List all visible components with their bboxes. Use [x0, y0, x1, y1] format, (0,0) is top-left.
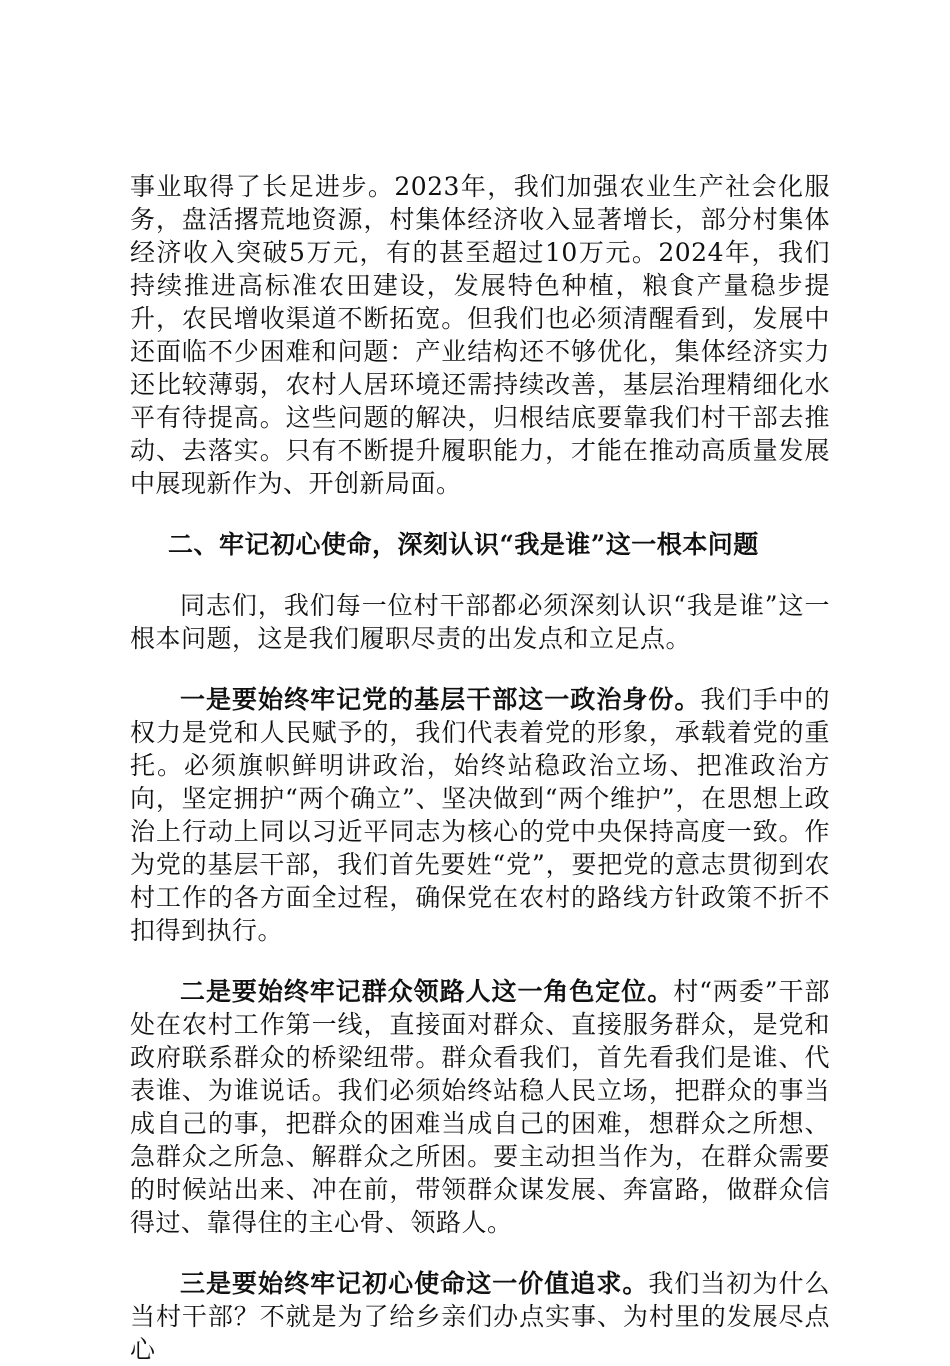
paragraph-spacer: [130, 947, 830, 975]
paragraph-spacer: [130, 1239, 830, 1267]
paragraph-spacer: [130, 500, 830, 528]
document-body: [130, 170, 830, 1366]
point-3-lead: 三是要始终牢记初心使命这一价值追求。: [180, 1269, 649, 1298]
section-heading-2: 二、牢记初心使命，深刻认识“我是谁”这一根本问题: [168, 530, 759, 559]
point-1-paragraph: [130, 683, 830, 947]
point-2-lead: 二是要始终牢记群众领路人这一角色定位。: [180, 977, 674, 1006]
body-paragraph-1: 事业取得了长足进步。2023年，我们加强农业生产社会化服务，盘活撂荒地资源，村集体经济收入显著增长，部分村集体经济收入突破5万元，有的甚至超过10万元。2024年，我们持续推进高标准农田建设，发展特色种植，粮食产量稳步提升，农民增收渠道不断拓宽。但我们也必须清醒看到，发展中还面临不少困难和问题：产业结构还不够优化，集体经济实力还比较薄弱，农村人居环境还需持续改善，基层治理精细化水平有待提高。这些问题的解决，归根结底要靠我们村干部去推动、去落实。只有不断提升履职能力，才能在推动高质量发展中展现新作为、开创新局面。: [130, 172, 830, 498]
paragraph-spacer: [130, 561, 830, 589]
point-1-body: 我们手中的权力是党和人民赋予的，我们代表着党的形象，承载着党的重托。必须旗帜鲜明讲政治，始终站稳政治立场、把准政治方向，坚定拥护“两个确立”、坚决做到“两个维护”，在思想上政治上行动上同以习近平同志为核心的党中央保持高度一致。作为党的基层干部，我们首先要姓“党”，要把党的意志贯彻到农村工作的各方面全过程，确保党在农村的路线方针政策不折不扣得到执行。: [130, 685, 830, 945]
paragraph-spacer: [130, 655, 830, 683]
point-1-lead: 一是要始终牢记党的基层干部这一政治身份。: [180, 685, 701, 714]
point-2-paragraph: [130, 975, 830, 1239]
point-3-body: 我们当初为什么当村干部？不就是为了给乡亲们办点实事、为村里的发展尽点心: [130, 1269, 830, 1364]
body-paragraph-2: 同志们，我们每一位村干部都必须深刻认识“我是谁”这一根本问题，这是我们履职尽责的出发点和立足点。: [130, 591, 830, 653]
point-2-body: 村“两委”干部处在农村工作第一线，直接面对群众、直接服务群众，是党和政府联系群众的桥梁纽带。群众看我们，首先看我们是谁、代表谁、为谁说话。我们必须始终站稳人民立场，把群众的事当成自己的事，把群众的困难当成自己的困难，想群众之所想、急群众之所急、解群众之所困。要主动担当作为，在群众需要的时候站出来、冲在前，带领群众谋发展、奔富路，做群众信得过、靠得住的主心骨、领路人。: [130, 977, 830, 1237]
point-3-paragraph: [130, 1267, 830, 1366]
